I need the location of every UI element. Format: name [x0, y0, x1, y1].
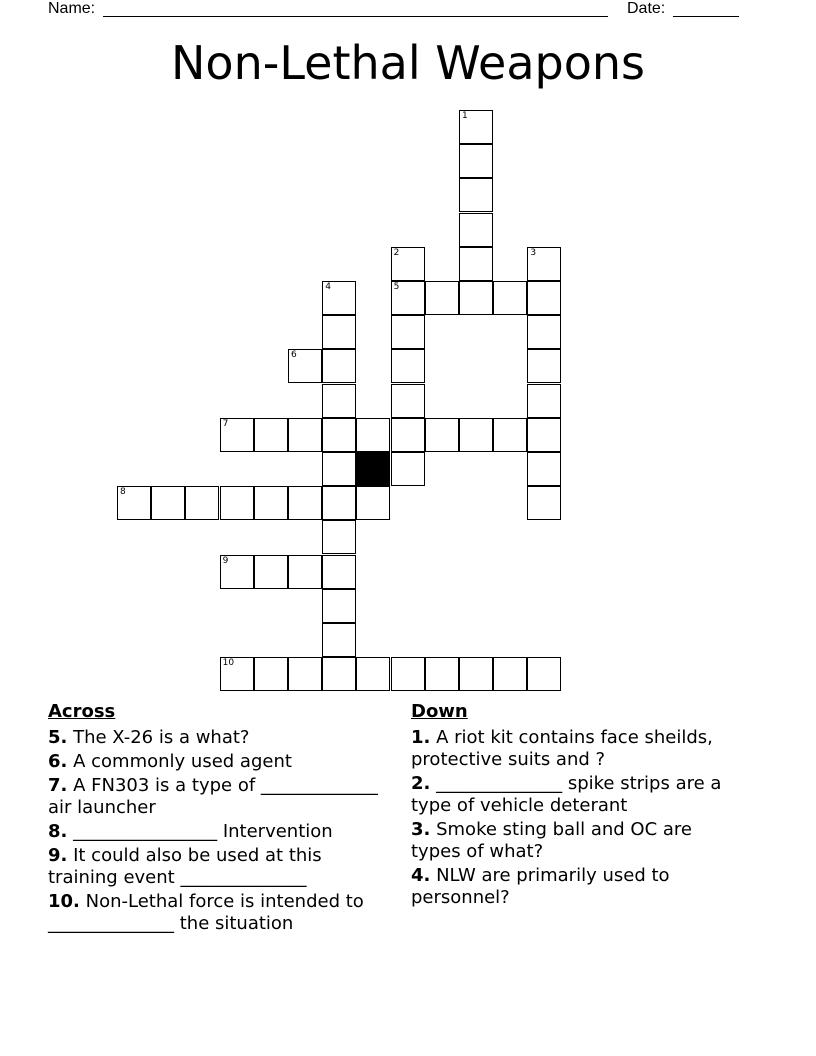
grid-cell[interactable]: [425, 281, 459, 315]
clue-number: 3.: [411, 819, 431, 840]
clue-number: 9: [222, 555, 229, 566]
grid-cell[interactable]: [527, 384, 561, 418]
clue-number: 6: [291, 350, 297, 361]
clue-text: The X-26 is a what?: [67, 727, 250, 748]
black-cell: [356, 452, 390, 486]
grid-cell[interactable]: [527, 418, 561, 452]
grid-cell[interactable]: [288, 349, 322, 383]
grid-cell[interactable]: [322, 384, 356, 418]
grid-cell[interactable]: [391, 315, 425, 349]
down-clue: [411, 819, 741, 863]
clue-text: ________________ Intervention: [67, 821, 333, 842]
grid-cell[interactable]: [254, 486, 288, 520]
grid-cell[interactable]: [459, 657, 493, 691]
grid-cell[interactable]: [254, 555, 288, 589]
clue-number: 8.: [48, 821, 68, 842]
clue-text: ______________ spike strips are a type of vehicle deterant: [411, 773, 722, 816]
grid-cell[interactable]: [425, 657, 459, 691]
across-clues: [48, 701, 388, 937]
grid-cell[interactable]: [322, 555, 356, 589]
grid-cell[interactable]: [527, 486, 561, 520]
grid-cell[interactable]: [527, 315, 561, 349]
grid-cell[interactable]: [322, 623, 356, 657]
clue-number: 3: [530, 247, 537, 258]
clue-number: 7: [222, 418, 229, 429]
across-clue: [48, 891, 388, 935]
grid-cell[interactable]: [459, 247, 493, 281]
grid-cell[interactable]: [220, 486, 254, 520]
grid-cell[interactable]: [527, 281, 561, 315]
clue-number: 4.: [411, 865, 431, 886]
grid-cell[interactable]: [322, 657, 356, 691]
grid-cell[interactable]: [493, 657, 527, 691]
down-clue: [411, 865, 741, 909]
grid-cell[interactable]: [220, 555, 254, 589]
clue-text: It could also be used at this training event ______________: [48, 845, 322, 888]
grid-cell[interactable]: [391, 281, 425, 315]
grid-cell[interactable]: [322, 349, 356, 383]
across-clue: [48, 775, 388, 819]
clue-number: 7.: [48, 775, 68, 796]
grid-cell[interactable]: [322, 281, 356, 315]
across-clue: [48, 845, 388, 889]
clue-number: 4: [325, 282, 331, 292]
grid-cell[interactable]: [220, 418, 254, 452]
page-title: Non-Lethal Weapons: [171, 36, 645, 90]
grid-cell[interactable]: [254, 657, 288, 691]
grid-cell[interactable]: [391, 452, 425, 486]
grid-cell[interactable]: [527, 247, 561, 281]
clue-text: Smoke sting ball and OC are types of what?: [411, 819, 692, 862]
clue-number: 9.: [48, 845, 68, 866]
grid-cell[interactable]: [322, 452, 356, 486]
across-clue: [48, 727, 388, 749]
clue-number: 1: [462, 111, 468, 121]
clue-number: 5: [393, 282, 400, 292]
date-label: Date:: [627, 0, 666, 17]
grid-cell[interactable]: [391, 657, 425, 691]
grid-cell[interactable]: [391, 349, 425, 383]
grid-cell[interactable]: [356, 418, 390, 452]
across-clue: [48, 751, 388, 773]
grid-cell[interactable]: [459, 281, 493, 315]
clue-number: 2.: [411, 773, 431, 794]
clue-text: Non-Lethal force is intended to ______________ the situation: [48, 891, 364, 934]
down-heading: Down: [411, 701, 468, 722]
name-label: Name:: [48, 0, 96, 17]
clue-text: NLW are primarily used to personnel?: [411, 865, 670, 908]
grid-cell[interactable]: [117, 486, 151, 520]
clue-number: 10.: [48, 891, 80, 912]
across-heading: Across: [48, 701, 116, 722]
grid-cell[interactable]: [391, 247, 425, 281]
grid-cell[interactable]: [391, 418, 425, 452]
grid-cell[interactable]: [459, 213, 493, 247]
grid-cell[interactable]: [288, 418, 322, 452]
grid-cell[interactable]: [459, 178, 493, 212]
grid-cell[interactable]: [391, 384, 425, 418]
clue-number: 8: [120, 487, 126, 498]
grid-cell[interactable]: [493, 281, 527, 315]
grid-cell[interactable]: [254, 418, 288, 452]
clue-number: 10: [222, 658, 235, 669]
grid-cell[interactable]: [288, 486, 322, 520]
clue-text: A riot kit contains face sheilds, protective suits and ?: [411, 727, 713, 770]
grid-cell[interactable]: [220, 657, 254, 691]
grid-cell[interactable]: [356, 657, 390, 691]
grid-cell[interactable]: [527, 657, 561, 691]
grid-cell[interactable]: [459, 144, 493, 178]
grid-cell[interactable]: [459, 418, 493, 452]
grid-cell[interactable]: [322, 486, 356, 520]
down-clue: [411, 773, 741, 817]
grid-cell[interactable]: [527, 349, 561, 383]
grid-cell[interactable]: [322, 315, 356, 349]
grid-cell[interactable]: [425, 418, 459, 452]
across-clue: [48, 821, 388, 843]
grid-cell[interactable]: [322, 520, 356, 554]
grid-cell[interactable]: [288, 555, 322, 589]
clue-text: A commonly used agent: [67, 751, 292, 772]
down-clues: [411, 701, 741, 911]
grid-cell[interactable]: [322, 589, 356, 623]
clue-number: 6.: [48, 751, 68, 772]
grid-cell[interactable]: [151, 486, 185, 520]
grid-cell[interactable]: [493, 418, 527, 452]
grid-cell[interactable]: [527, 452, 561, 486]
clue-number: 1.: [411, 727, 431, 748]
clue-number: 2: [393, 247, 400, 258]
grid-cell[interactable]: [185, 486, 219, 520]
clue-text: A FN303 is a type of _____________ air launcher: [48, 775, 378, 818]
grid-cell[interactable]: [459, 110, 493, 144]
grid-cell[interactable]: [322, 418, 356, 452]
grid-cell[interactable]: [288, 657, 322, 691]
down-clue: [411, 727, 741, 771]
clue-number: 5.: [48, 727, 68, 748]
grid-cell[interactable]: [356, 486, 390, 520]
